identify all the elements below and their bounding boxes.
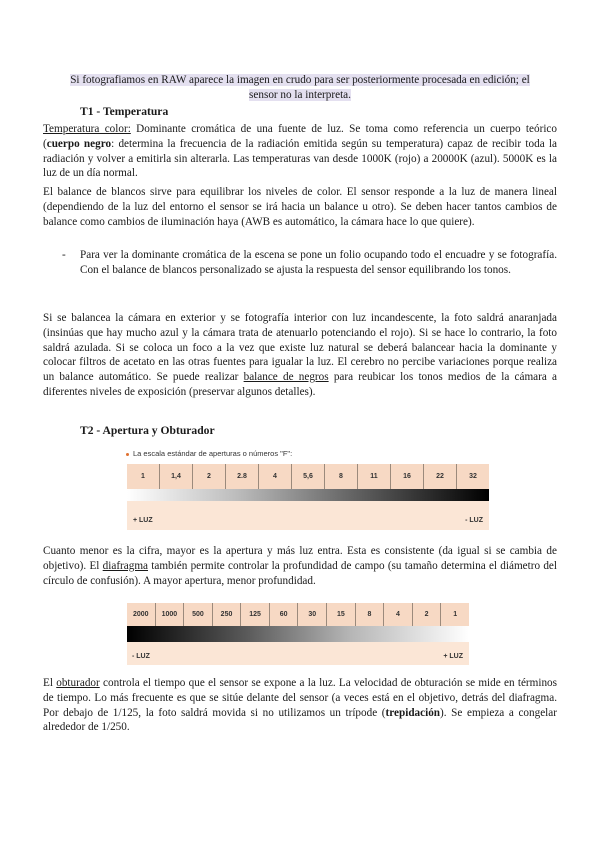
aperture-paragraph	[43, 544, 557, 588]
balance-camera-text-a: Si se balancea la cámara en exterior y se fotografía interior con luz incandescente, la foto saldrá anaranjada (insinúas que hay mucho azul y la cámara trata de atenuarlo potenciando el rojo). Si se hace lo contrario, la foto saldrá azulada. Si se coloca un foco a la vez que existe luz natural se deberá balancear hacia la dominante y colocar filtros de acetato en las otras fuentes para igualar la luz. El cerebro no percibe variaciones porque realiza un balance automático. Se puede realizar	[43, 312, 557, 384]
aperture-text-a: Cuanto menor es la cifra, mayor es la apertura y más luz entra. Esta es consistente (da igual si se cambia de objetivo). El	[43, 545, 557, 572]
aperture-left-label: + LUZ	[133, 517, 153, 524]
aperture-value-cell: 1,4	[160, 464, 193, 489]
temperature-text-1: Dominante cromática de una fuente de luz. Se toma como referencia un cuerpo teórico (	[43, 123, 557, 150]
shutter-value-cell: 30	[298, 603, 327, 626]
aperture-gradient	[127, 489, 489, 501]
shutter-right-label: + LUZ	[443, 653, 463, 660]
shutter-value-cell: 500	[184, 603, 213, 626]
shutter-value-cell: 250	[213, 603, 242, 626]
shutter-value-cell: 1	[453, 611, 458, 618]
aperture-value-cell: 22	[424, 464, 457, 489]
aperture-value-cell: 1	[127, 464, 160, 489]
shutter-value-cell: 8	[356, 603, 385, 626]
aperture-value-cell: 8	[325, 464, 358, 489]
shutter-text-b: controla el tiempo que el sensor se expone a la luz. La velocidad de obturación se mide en términos de tiempo. Lo más frecuente es que se sitúe delante del sensor (a veces está en el objetivo, detrás del diafragma. Por debajo de 1/125, la foto saldrá movida si no utilizamos un trípode (	[43, 677, 557, 719]
obturador-term: obturador	[56, 677, 100, 689]
temperature-paragraph	[43, 122, 557, 181]
intro-line-1: Si fotografiamos en RAW aparece la imagen en crudo para ser posteriormente procesada en edición; el	[70, 74, 530, 86]
shutter-value-cell: 60	[270, 603, 299, 626]
balance-camera-text-b: para reubicar los tonos medios de la cámara a diferentes niveles de exposición (preservar algunos detalles).	[43, 371, 558, 398]
aperture-scale	[127, 464, 489, 530]
shutter-gradient	[127, 626, 469, 642]
aperture-scale-title: La escala estándar de aperturas o números "F":	[126, 449, 292, 458]
aperture-value-cell: 16	[391, 464, 424, 489]
balance-camera-paragraph	[43, 311, 557, 400]
cuerpo-negro-term: cuerpo negro	[46, 137, 112, 150]
aperture-values	[127, 464, 489, 489]
white-balance-paragraph: El balance de blancos sirve para equilibrar los niveles de color. El sensor responde a la luz de manera lineal (dependiendo de la luz del entorno el sensor se irá hacia un balance u otro). Se deben hacer tantos cambios de balance como cambios de iluminación haya (AWB es automático, la cámara hace lo que quiere).	[43, 186, 557, 228]
aperture-value-cell: 32	[469, 473, 477, 480]
trepidacion-term: trepidación	[385, 706, 441, 719]
aperture-text-b: también permite controlar la profundidad de campo (su tamaño determina el diámetro del círculo de confusión). A mayor apertura, menor profundidad.	[43, 559, 557, 587]
bullet-dash: -	[62, 249, 66, 261]
intro-line-2: sensor no la interpreta.	[249, 88, 351, 101]
shutter-value-cell: 2	[413, 603, 442, 626]
aperture-value-cell: 2	[193, 464, 226, 489]
diafragma-term: diafragma	[102, 559, 149, 572]
temperature-text-2: : determina la frecuencia de la radiación emitida según su temperatura) capaz de recibir toda la radiación y volver a emitirla sin alterarla. Las temperaturas van desde 1000K (rojo) a 20000K (azul). 5000K es la luz de un día normal.	[43, 137, 557, 180]
aperture-value-cell: 2.8	[226, 464, 259, 489]
shutter-left-label: - LUZ	[132, 653, 150, 660]
aperture-right-label: - LUZ	[465, 517, 483, 524]
t2-heading: T2 - Apertura y Obturador	[80, 424, 215, 437]
shutter-scale	[127, 603, 469, 665]
aperture-value-cell: 4	[259, 464, 292, 489]
shutter-text-a: El	[43, 677, 57, 689]
shutter-value-cell: 4	[384, 603, 413, 626]
shutter-value-cell: 2000	[127, 603, 156, 626]
aperture-value-cell: 5,6	[292, 464, 325, 489]
shutter-value-cell: 1000	[156, 603, 185, 626]
bullet-paragraph: Para ver la dominante cromática de la escena se pone un folio ocupando todo el encuadre y se fotografía. Con el balance de blancos personalizado se ajusta la respuesta del sensor equilibrando los tonos.	[80, 249, 557, 276]
balance-negros-term: balance de negros	[243, 371, 329, 384]
shutter-text-c: ). Se empieza a congelar alrededor de 1/250.	[43, 706, 557, 734]
t1-heading: T1 - Temperatura	[80, 105, 169, 118]
aperture-value-cell: 11	[358, 464, 391, 489]
shutter-value-cell: 15	[327, 603, 356, 626]
shutter-values	[127, 603, 469, 626]
shutter-paragraph	[43, 676, 557, 735]
shutter-value-cell: 125	[241, 603, 270, 626]
temperature-label: Temperatura color:	[43, 123, 131, 135]
intro-paragraph	[43, 73, 557, 103]
